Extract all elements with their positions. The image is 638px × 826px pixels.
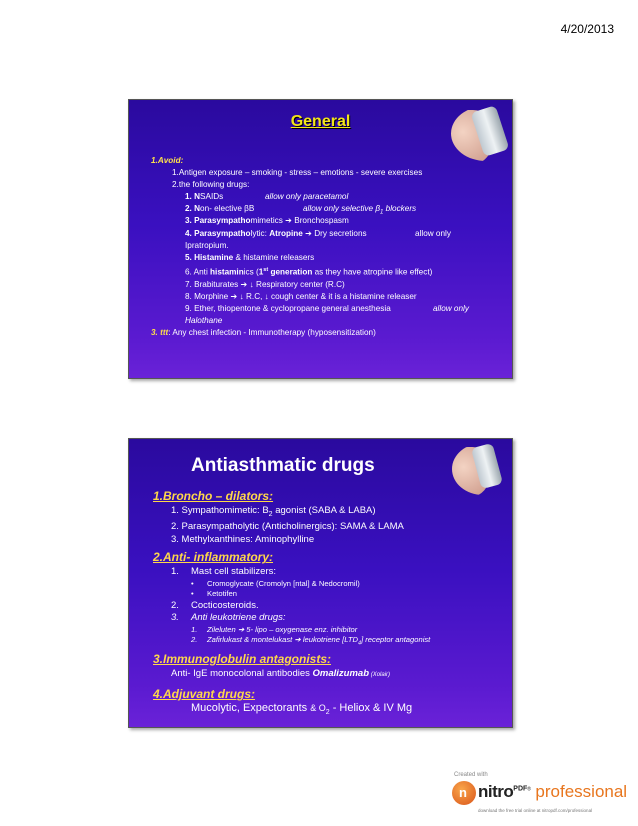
- drug-antihistaminics: 6. Anti histaminics (1st generation as they have atropine like effect): [185, 266, 433, 277]
- inhaler-photo: [452, 443, 514, 495]
- drug-parasympatholytics: 4. Parasympatholytic: Atropine ➔ Dry secretions allow only: [185, 228, 451, 238]
- slide-antiasthmatic: [128, 438, 513, 728]
- created-with-label: Created with: [454, 772, 488, 778]
- heading-bronchodilators: 1.Broncho – dilators:: [153, 489, 274, 503]
- adjuvant-item: Mucolytic, Expectorants & $O_2$ - Heliox & IV Mg: [191, 702, 413, 717]
- bronchodilator-item-3: 3. Methylxanthines: Aminophylline: [171, 533, 315, 545]
- slide-general: [128, 99, 513, 379]
- mast-cell-subitem-2: • Ketotifen: [191, 589, 237, 599]
- drug-anesthetics: 9. Ether, thiopentone & cyclopropane general anesthesia allow only: [185, 303, 469, 313]
- heading-adjuvant: 4.Adjuvant drugs:: [153, 687, 256, 702]
- heading-immunoglobulin: 3.Immunoglobulin antagonists:: [153, 651, 331, 666]
- mast-cell-subitem-1: • Cromoglycate (Cromolyn [ntal] & Nedocromil): [191, 578, 360, 588]
- slide-title: Antiasthmatic drugs: [191, 455, 375, 476]
- slide-title: General: [290, 113, 351, 130]
- antiinflammatory-item-2: 2. Cocticosteroids.: [171, 599, 259, 611]
- nitro-footer: download the free trial online at nitropdf.com/professional: [478, 808, 593, 813]
- immunoglobulin-item: Anti- IgE monocolonal antibodies Omalizumab (Xolair): [171, 667, 391, 679]
- nitro-wordmark: nitro$^{PDF®}$ professional: [478, 782, 628, 801]
- nitro-logo-icon: n: [452, 781, 476, 805]
- drug-nsaids: 1. NSAIDs allow only paracetamol: [185, 192, 349, 202]
- bronchodilator-item-2: 2. Parasympatholytic (Anticholinergics): SAMA & LAMA: [171, 521, 404, 533]
- treatment-line: 3. ttt: Any chest infection - Immunotherapy (hyposensitization): [151, 328, 376, 338]
- avoid-heading: 1.Avoid:: [151, 156, 184, 165]
- drug-halothane: Halothane: [185, 315, 223, 325]
- drug-morphine: 8. Morphine ➔ ↓ R.C, ↓ cough center & it is a histamine releaser: [185, 291, 417, 301]
- drug-parasympathomimetics: 3. Parasympathomimetics ➔ Bronchospasm: [185, 216, 349, 226]
- avoid-item-1: 1.Antigen exposure – smoking - stress – emotions - severe exercises: [172, 168, 423, 178]
- heading-antiinflammatory: 2.Anti- inflammatory:: [153, 550, 274, 565]
- leukotriene-subitem-1: 1. Zileluten ➔ 5- lipo – oxygenase enz. inhibitor: [191, 624, 358, 634]
- avoid-item-2: 2.the following drugs:: [172, 180, 250, 190]
- antiinflammatory-item-1: 1. Mast cell stabilizers:: [171, 566, 276, 578]
- bronchodilator-item-1: 1. Sympathomimetic: $B_2$ agonist (SABA & LABA): [171, 505, 376, 518]
- leukotriene-subitem-2: 2. Zafirlukast & montelukast ➔ leukotriene $[LTD_4]$ receptor antagonist: [191, 635, 431, 647]
- drug-beta-blockers: 2. Non- elective βB allow only selective $\beta_1$ blockers: [185, 204, 417, 217]
- drug-barbiturates: 7. Brabiturates ➔ ↓ Respiratory center (R.C): [185, 279, 345, 289]
- page-date: 4/20/2013: [560, 22, 614, 36]
- antiinflammatory-item-3: 3. Anti leukotriene drugs:: [171, 612, 286, 624]
- drug-ipratropium: Ipratropium.: [185, 240, 229, 250]
- nitro-pdf-logo: [452, 772, 632, 818]
- drug-histamine: 5. Histamine & histamine releasers: [185, 252, 315, 262]
